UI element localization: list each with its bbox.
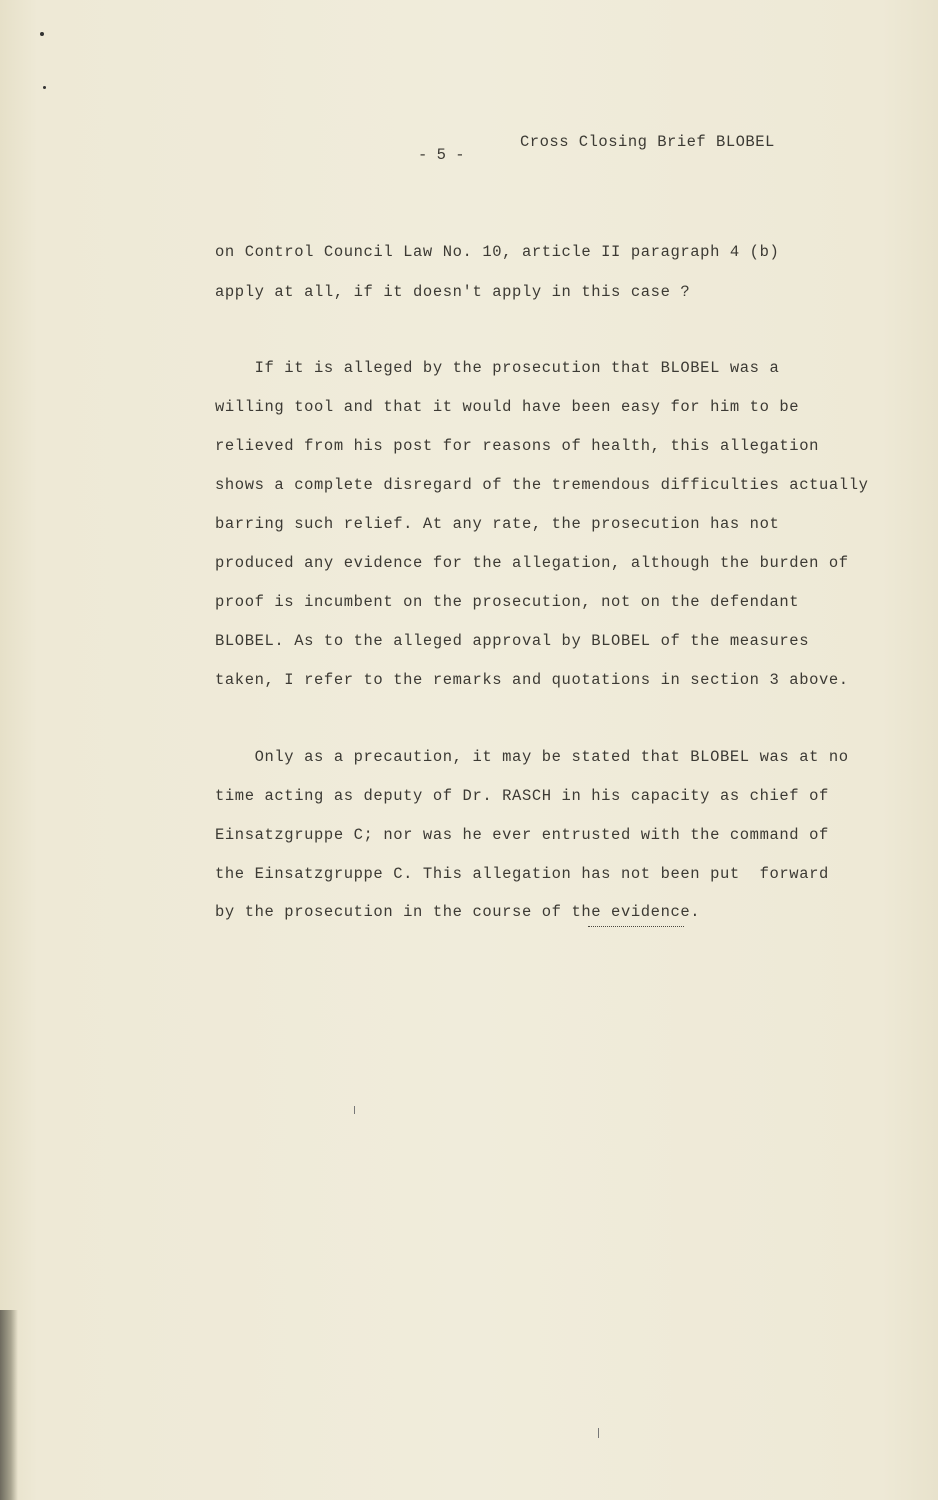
text-line: proof is incumbent on the prosecution, not on the defendant [215,593,800,611]
text-line: BLOBEL. As to the alleged approval by BLOBEL of the measures [215,632,810,650]
ink-mark [354,1106,355,1114]
text-line: on Control Council Law No. 10, article II paragraph 4 (b) [215,243,780,261]
text-line: taken, I refer to the remarks and quotations in section 3 above. [215,671,849,689]
text-line: time acting as deputy of Dr. RASCH in his capacity as chief of [215,787,829,805]
page-edge-shadow [0,1310,18,1500]
text-line: the Einsatzgruppe C. This allegation has not been put forward [215,865,829,883]
text-line: relieved from his post for reasons of health, this allegation [215,437,819,455]
text-line: apply at all, if it doesn't apply in this case ? [215,283,691,301]
text-line: produced any evidence for the allegation, although the burden of [215,554,849,572]
text-line: willing tool and that it would have been easy for him to be [215,398,800,416]
text-line: If it is alleged by the prosecution that BLOBEL was a [215,359,780,377]
ink-mark [598,1428,599,1438]
text-line: by the prosecution in the course of the evidence. [215,903,701,921]
text-line: Only as a precaution, it may be stated that BLOBEL was at no [215,748,849,766]
text-line: barring such relief. At any rate, the prosecution has not [215,515,780,533]
ink-speck [40,32,44,36]
text-line: shows a complete disregard of the tremendous difficulties actually [215,476,869,494]
handwritten-underline [588,926,684,927]
ink-speck [43,86,46,89]
text-line: Einsatzgruppe C; nor was he ever entrusted with the command of [215,826,829,844]
document-header-title: Cross Closing Brief BLOBEL [520,133,775,151]
page-number: - 5 - [418,146,465,164]
